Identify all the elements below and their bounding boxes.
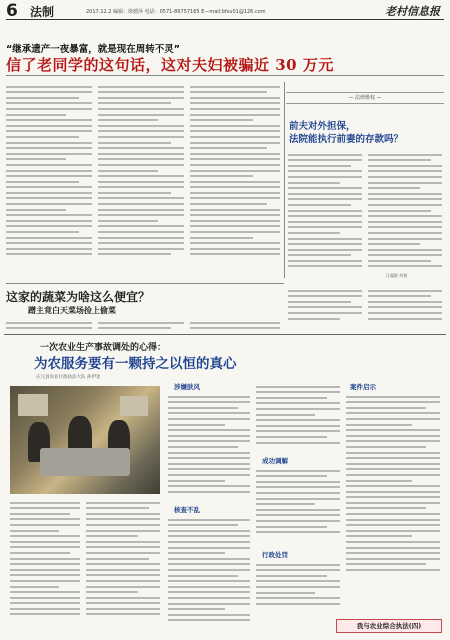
section-heading-1: 涉嫌肤风 [174,383,200,391]
feature-kicker: 一次农业生产事故调处的心得： [40,343,167,353]
feature-headline: 为农服务要有一颗持之以恒的真心 [34,356,237,372]
feature-series-footer: 我与农业综合执法(四) [336,619,442,633]
section-heading-5: 案件启示 [350,383,376,391]
top-story-kicker: “继承遗产一夜暴富，就是现在周转不灵” [6,44,180,55]
masthead [6,3,444,20]
feature-byline: 庆元县农业行政执法大队 孙伊金 [36,375,101,380]
feature-column-3a [256,382,340,452]
section-heading-3: 成功调解 [262,457,288,465]
sidebar-signature: 汪超群 何翔 [386,273,408,278]
sidebar-column-1 [288,150,362,276]
second-story-subhead: 蹭主竟白天菜场捡上偷菜 [28,306,116,315]
sidebar-continuation-1 [288,286,362,332]
feature-column-4 [346,392,440,614]
masthead-meta: 2017.12.2 编辑：徐德萍 电话：0571-86757165 E—mail:bfsu01@126.com [86,9,266,15]
sidebar-title-line-2: 法院能执行前妻的存款吗？ [289,134,404,145]
feature-photo [10,386,160,494]
top-story-column-3 [190,82,280,278]
feature-column-3b [256,466,340,546]
sidebar-title-line-1: 前夫对外担保， [289,121,356,132]
feature-column-1a [10,498,80,632]
page-number: 6 [6,1,18,21]
top-story-column-1 [6,82,92,278]
newspaper-logo: 老村信息报 [385,5,440,18]
second-story-column-2 [98,318,184,332]
column-rule [284,82,285,278]
sidebar-column-2 [368,150,442,276]
second-story-column-3 [190,318,280,332]
sidebar-tag: — 法律维权 — [286,92,444,104]
second-story-column-1 [6,318,92,332]
headline-divider [6,75,444,76]
legal-sidebar [286,92,444,280]
feature-column-2b [168,515,250,632]
section-heading-4: 行政处罚 [262,551,288,559]
section-heading-2: 核查不乱 [174,506,200,514]
sidebar-continuation-2 [368,286,442,332]
feature-column-3c [256,560,340,616]
top-story-column-2 [98,82,184,278]
top-story-headline: 信了老同学的这句话，这对夫妇被骗近 30 万元 [6,56,334,74]
second-story-top-rule [6,283,284,284]
second-story-headline: 这家的蔬菜为啥这么便宜？ [6,290,151,304]
feature-column-1b [86,498,160,632]
section-name: 法制 [30,5,55,19]
feature-column-2a [168,392,250,502]
